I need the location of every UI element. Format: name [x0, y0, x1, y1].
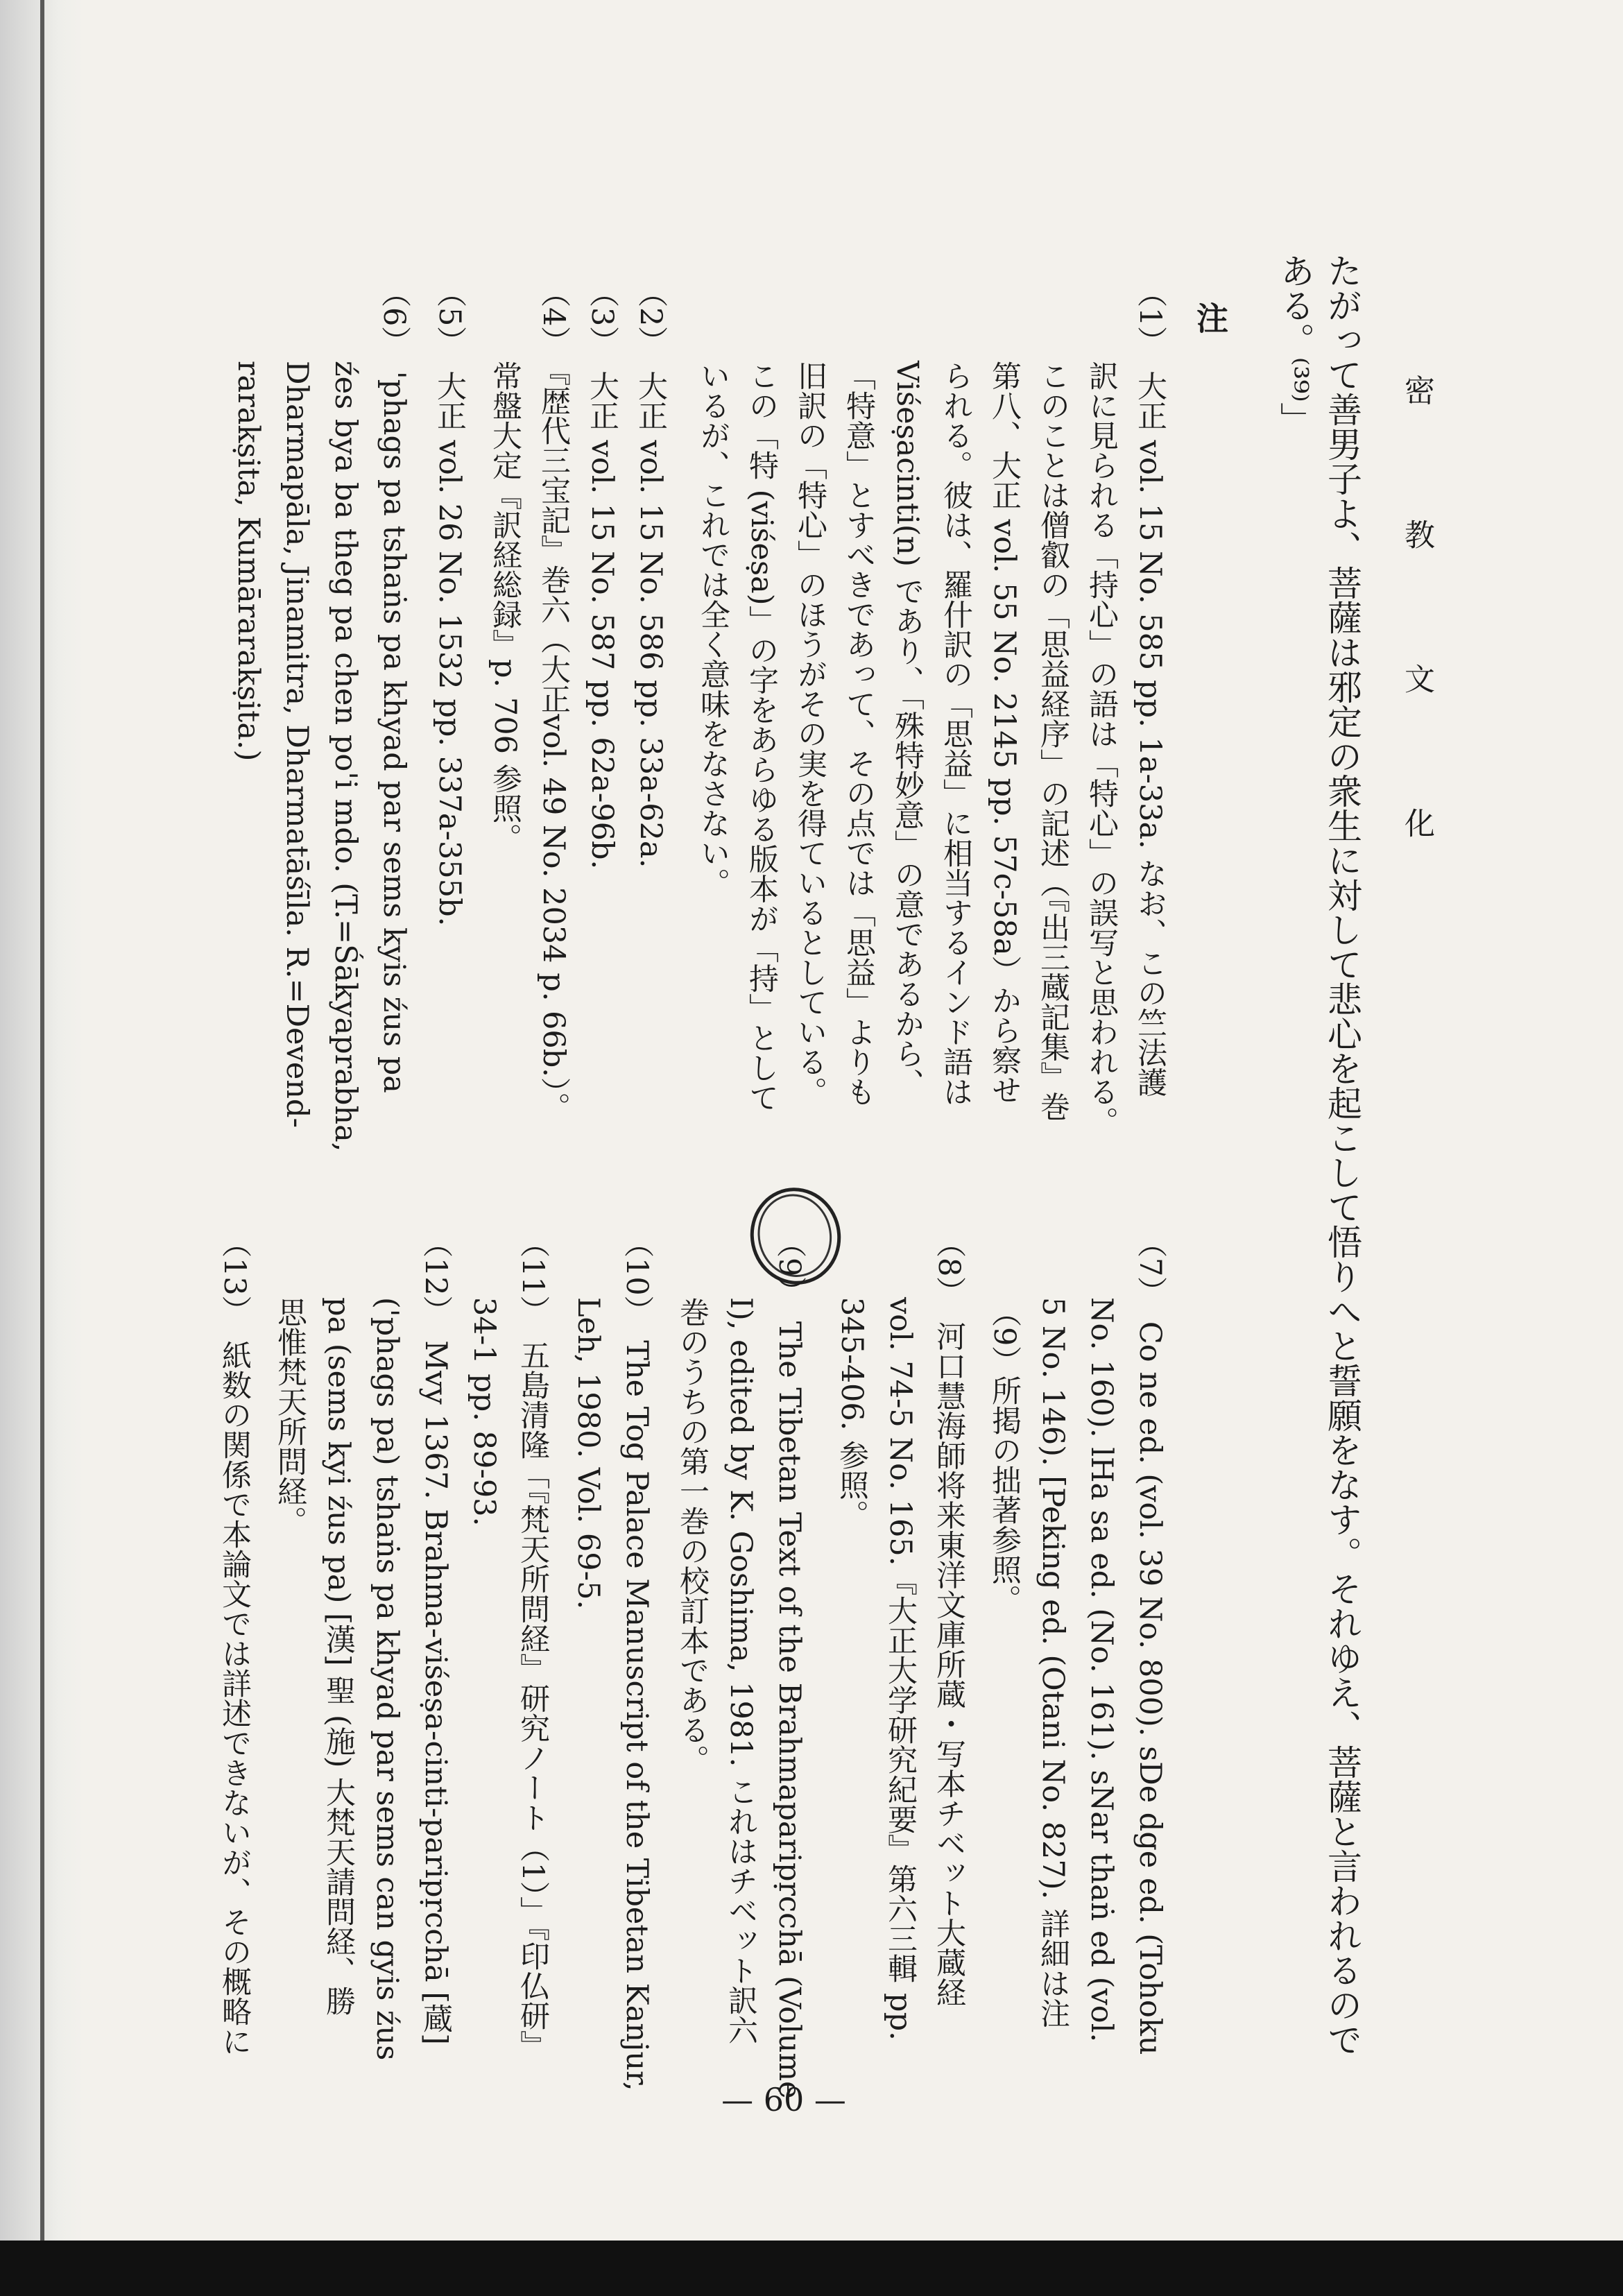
- note-1-line-c: このことは僧叡の「思益経序」の記述（『出三蔵記集』巻: [1036, 361, 1070, 1122]
- note-1-line-b: 訳に見られる「持心」の語は「特心」の誤写と思われる。: [1084, 361, 1119, 1136]
- body-line-2: ある。⁽³⁹⁾」: [1275, 253, 1315, 437]
- note-8-line-b: vol. 74-5 No. 165.『大正大学研究紀要』第六三輯 pp.: [883, 1297, 918, 2041]
- note-12-line-a: （12） Mvy 1367. Brahma-viśeṣa-cinti-paripṛcchā [蔵]: [418, 1228, 453, 2045]
- body-line-1: たがって善男子よ、菩薩は邪定の衆生に対して悲心を起こして悟りへと誓願をなす。それゆえ、菩薩と言われるので: [1322, 253, 1362, 2057]
- note-6-line-c: Dharmapāla, Jinamitra, Dharmatāśīla. R.=Devend-: [280, 361, 314, 1129]
- note-7-line-b: No. 160). lHa sa ed. (No. 161). sNar thaṅ ed (vol.: [1084, 1297, 1119, 2043]
- note-1-line-d: 第八、大正 vol. 55 No. 2145 pp. 57c-58a）から察せ: [987, 361, 1022, 1105]
- note-3: （3） 大正 vol. 15 No. 587 pp. 62a-96b.: [585, 277, 619, 870]
- note-11-line-a: （11） 五島清隆「『梵天所問経』研究ノート（1）」『印仏研』: [515, 1228, 550, 2061]
- note-6-line-b: źes bya ba theg pa chen po'i mdo. (T.=Śākyaprabha,: [328, 361, 363, 1152]
- note-1-line-i: この「特 (viśeṣa)」の字をあらゆる版本が「持」として: [744, 361, 779, 1113]
- note-9-line-b: I), edited by K. Goshima, 1981. これはチベット訳六: [723, 1297, 758, 2045]
- note-10-line-b: Leh, 1980. Vol. 69-5.: [571, 1297, 606, 1610]
- note-11-line-b: 34-1 pp. 89-93.: [467, 1297, 501, 1527]
- note-8-line-c: 345-406. 参照。: [834, 1297, 869, 1530]
- note-2: （2） 大正 vol. 15 No. 586 pp. 33a-62a.: [633, 277, 668, 868]
- note-12-line-d: 思惟梵天所問経。: [273, 1297, 307, 1536]
- note-8-line-a: （8） 河口慧海師将来東洋文庫所蔵・写本チベット大蔵経: [931, 1228, 966, 2007]
- note-9-line-c: 巻のうちの第一巻の校訂本である。: [675, 1297, 710, 1774]
- note-4-line-b: 常盤大定『訳経総録』p. 706 参照。: [488, 361, 522, 853]
- note-1-line-e: られる。彼は、羅什訳の「思益」に相当するインド語は: [938, 361, 973, 1106]
- note-7-line-a: （7） Co ne ed. (vol. 39 No. 800). sDe dge ed. (Tohoku: [1133, 1228, 1167, 2055]
- note-12-line-b: ('phags pa) tshaṅs pa khyad par sems can gyis źus: [370, 1297, 404, 2061]
- note-1-line-g: 「特意」とすべきであって、その点では「思益」よりも: [841, 361, 876, 1106]
- scan-shadow-bottom: [0, 2241, 1623, 2296]
- note-1-line-h: 旧訳の「特心」のほうがその実を得ているとしている。: [793, 361, 827, 1106]
- note-13: （13） 紙数の関係で本論文では詳述できないが、その概略に: [217, 1228, 252, 2057]
- note-1-line-j: いるが、これでは全く意味をなさない。: [696, 361, 730, 898]
- note-9-line-a: （9） The Tibetan Text of the Brahmaparipṛcchā (Volume: [772, 1228, 807, 2099]
- note-1-line-f: Viśeṣacinti(n) であり、「殊特妙意」の意であるから、: [890, 361, 925, 1099]
- binding-edge: [40, 0, 44, 2241]
- page-number: — 60 —: [721, 2081, 846, 2118]
- running-header: 密 教 文 化: [1399, 375, 1434, 880]
- note-10-line-a: （10） The Tog Palace Manuscript of the Tibetan Kanjur,: [619, 1228, 654, 2091]
- note-6-line-a: （6） 'phags pa tshaṅs pa khyad par sems kyis źus pa: [377, 277, 411, 1093]
- note-7-line-d: （9）所掲の拙著参照。: [987, 1297, 1022, 1615]
- note-4-line-a: （4） 『歴代三宝記』巻六（大正vol. 49 No. 2034 p. 66b.）。: [536, 277, 571, 1122]
- note-7-line-c: 5 No. 146). [Peking ed. (Otani No. 827). 詳細は注: [1036, 1297, 1070, 2028]
- notes-title: 注: [1192, 302, 1229, 334]
- note-1-line-a: （1） 大正 vol. 15 No. 585 pp. 1a-33a. なお、この竺法護: [1133, 277, 1167, 1097]
- note-6-line-d: rarakṣita, Kumārarakṣita.): [231, 361, 266, 762]
- note-12-line-c: pa (sems kyi źus pa) [漢] 聖 (施) 大梵天請問経、勝: [321, 1297, 356, 2016]
- note-5: （5） 大正 vol. 26 No. 1532 pp. 337a-355b.: [432, 277, 467, 927]
